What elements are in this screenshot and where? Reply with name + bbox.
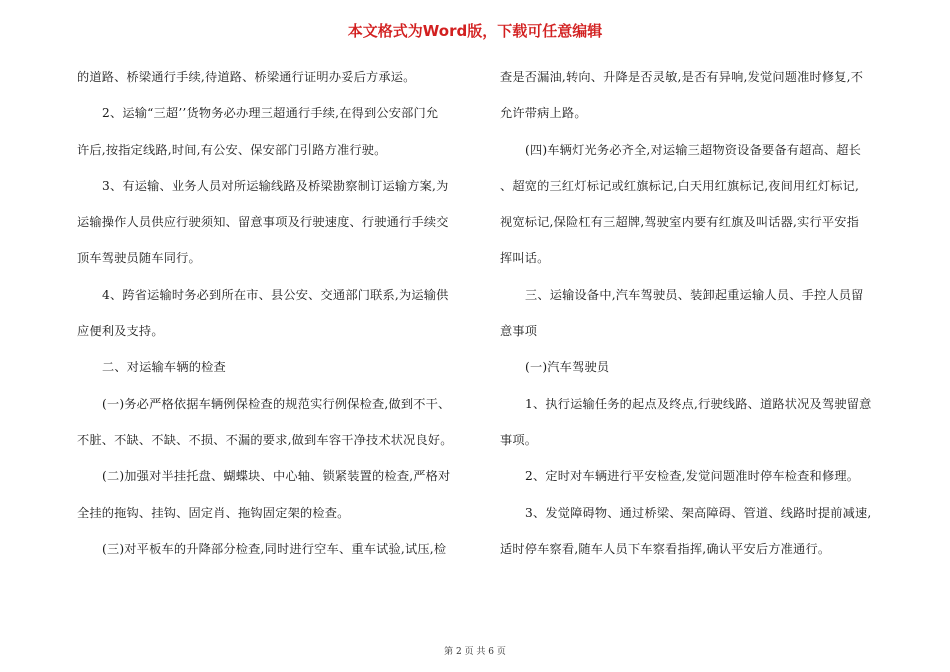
left-text-column [77, 59, 487, 567]
text-line: 运输操作人员供应行驶须知、留意事项及行驶速度、行驶通行手续交 [77, 215, 449, 230]
text-line: 适时停车察看,随车人员下车察看指挥,确认平安后方准通行。 [500, 541, 831, 556]
text-line: 3、发觉障碍物、通过桥梁、架高障碍、管道、线路时提前减速, [525, 505, 872, 520]
text-line: 二、对运输车辆的检查 [102, 360, 226, 375]
text-line: 2、定时对车辆进行平安检查,发觉问题准时停车检查和修理。 [525, 469, 860, 484]
text-line: (二)加强对半挂托盘、蝴蝶块、中心轴、锁紧装置的检查,严格对 [102, 469, 451, 484]
text-line: 事项。 [500, 432, 538, 447]
page-number-footer: 第 2 页 共 6 页 [444, 647, 506, 657]
text-line: 不脏、不缺、不缺、不损、不漏的要求,做到车容干净技术状况良好。 [77, 432, 453, 447]
text-line: (四)车辆灯光务必齐全,对运输三超物资设备要备有超高、超长 [525, 142, 862, 157]
text-line: 许后,按指定线路,时间,有公安、保安部门引路方准行驶。 [77, 142, 387, 157]
text-line: 三、运输设备中,汽车驾驶员、装卸起重运输人员、手控人员留 [525, 287, 864, 302]
text-line: 3、有运输、业务人员对所运输线路及桥梁勘察制订运输方案,为 [102, 178, 449, 193]
text-line: 查是否漏油,转向、升降是否灵敏,是否有异响,发觉问题准时修复,不 [500, 70, 864, 84]
text-line: 2、运输“三超’’货物务必办理三超通行手续,在得到公安部门允 [102, 106, 439, 121]
text-line: 4、跨省运输时务必到所在市、县公安、交通部门联系,为运输供 [102, 287, 449, 302]
text-line: (三)对平板车的升降部分检查,同时进行空车、重车试验,试压,检 [102, 541, 447, 556]
text-line: 允许带病上路。 [500, 106, 587, 121]
text-line: 挥叫话。 [500, 251, 550, 266]
right-text-column [500, 59, 910, 567]
text-line: 全挂的拖钩、挂钩、固定肖、拖钩固定架的检查。 [77, 505, 350, 520]
text-line: 视宽标记,保险杠有三超牌,驾驶室内要有红旗及叫话器,实行平安指 [500, 215, 860, 230]
text-line: 的道路、桥梁通行手续,待道路、桥梁通行证明办妥后方承运。 [77, 70, 416, 84]
text-line: (一)务必严格依据车辆例保检查的规范实行例保检查,做到不干、 [102, 396, 451, 411]
text-line: 应便利及支持。 [77, 324, 164, 339]
text-line: 、超宽的三红灯标记或红旗标记,白天用红旗标记,夜间用红灯标记, [500, 178, 860, 193]
text-line: 顶车驾驶员随车同行。 [77, 251, 201, 266]
text-line: 1、执行运输任务的起点及终点,行驶线路、道路状况及驾驶留意 [525, 396, 872, 411]
text-line: (一)汽车驾驶员 [525, 360, 610, 375]
document-header-banner: 本文格式为Word版，下载可任意编辑 [347, 22, 603, 40]
text-line: 意事项 [500, 324, 538, 339]
